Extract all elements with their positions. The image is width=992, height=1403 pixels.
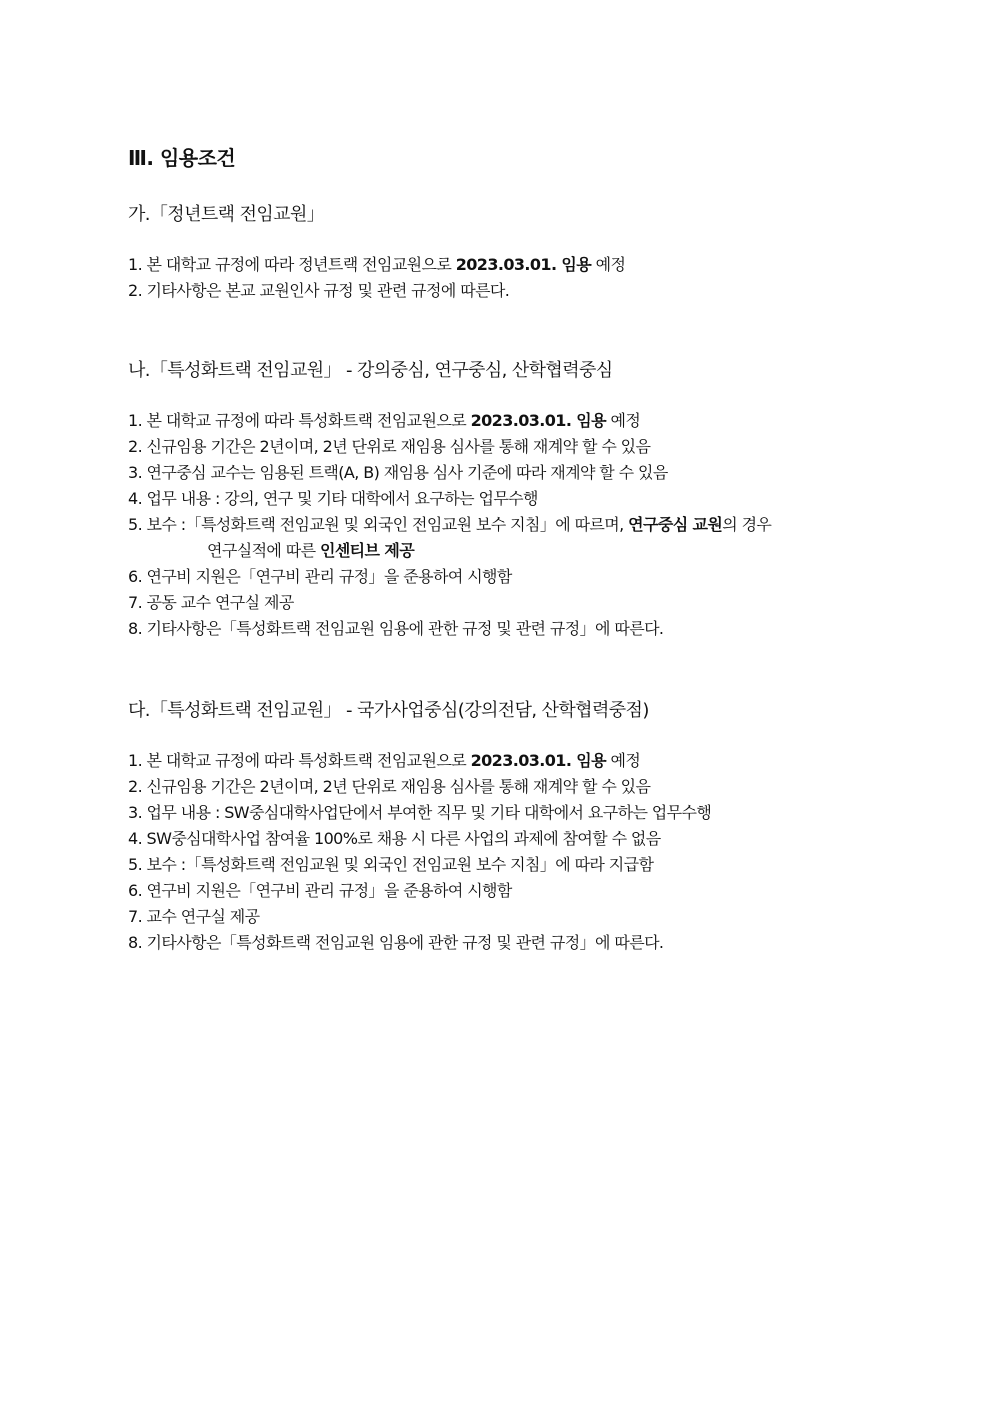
list-item: 8. 기타사항은「특성화트랙 전임교원 임용에 관한 규정 및 관련 규정」에 따른다. bbox=[128, 619, 664, 638]
list-item: 4. SW중심대학사업 참여율 100%로 채용 시 다른 사업의 과제에 참여할 수 없음 bbox=[128, 829, 661, 848]
section-ga-heading: 가.「정년트랙 전임교원」 bbox=[128, 204, 325, 225]
list-item: 3. 연구중심 교수는 임용된 트랙(A, B) 재임용 심사 기준에 따라 재계약 할 수 있음 bbox=[128, 463, 668, 482]
list-item: 7. 교수 연구실 제공 bbox=[128, 907, 260, 926]
list-item: 5. 보수 :「특성화트랙 전임교원 및 외국인 전임교원 보수 지침」에 따라 지급함 bbox=[128, 855, 654, 874]
section-na-heading: 나.「특성화트랙 전임교원」 - 강의중심, 연구중심, 산학협력중심 bbox=[128, 360, 613, 381]
list-item: 2. 신규임용 기간은 2년이며, 2년 단위로 재임용 심사를 통해 재계약 할 수 있음 bbox=[128, 437, 651, 456]
list-item: 7. 공동 교수 연구실 제공 bbox=[128, 593, 294, 612]
list-item: 8. 기타사항은「특성화트랙 전임교원 임용에 관한 규정 및 관련 규정」에 따른다. bbox=[128, 933, 664, 952]
list-item: 1. 본 대학교 규정에 따라 정년트랙 전임교원으로 2023.03.01. 임용 예정 bbox=[128, 255, 626, 274]
list-item: 5. 보수 :「특성화트랙 전임교원 및 외국인 전임교원 보수 지침」에 따르며, 연구중심 교원의 경우 bbox=[128, 515, 772, 534]
list-item: 1. 본 대학교 규정에 따라 특성화트랙 전임교원으로 2023.03.01. 임용 예정 bbox=[128, 751, 641, 770]
list-item: 1. 본 대학교 규정에 따라 특성화트랙 전임교원으로 2023.03.01. 임용 예정 bbox=[128, 411, 641, 430]
section-title: Ⅲ. 임용조건 bbox=[128, 146, 236, 170]
list-item: 3. 업무 내용 : SW중심대학사업단에서 부여한 직무 및 기타 대학에서 요구하는 업무수행 bbox=[128, 803, 712, 822]
list-item: 6. 연구비 지원은「연구비 관리 규정」을 준용하여 시행함 bbox=[128, 567, 512, 586]
list-item: 2. 신규임용 기간은 2년이며, 2년 단위로 재임용 심사를 통해 재계약 할 수 있음 bbox=[128, 777, 651, 796]
list-item: 6. 연구비 지원은「연구비 관리 규정」을 준용하여 시행함 bbox=[128, 881, 512, 900]
section-da-heading: 다.「특성화트랙 전임교원」 - 국가사업중심(강의전담, 산학협력중점) bbox=[128, 700, 649, 721]
list-item: 4. 업무 내용 : 강의, 연구 및 기타 대학에서 요구하는 업무수행 bbox=[128, 489, 538, 508]
list-item: 2. 기타사항은 본교 교원인사 규정 및 관련 규정에 따른다. bbox=[128, 281, 510, 300]
list-item-continuation: 연구실적에 따른 인센티브 제공 bbox=[207, 541, 415, 560]
